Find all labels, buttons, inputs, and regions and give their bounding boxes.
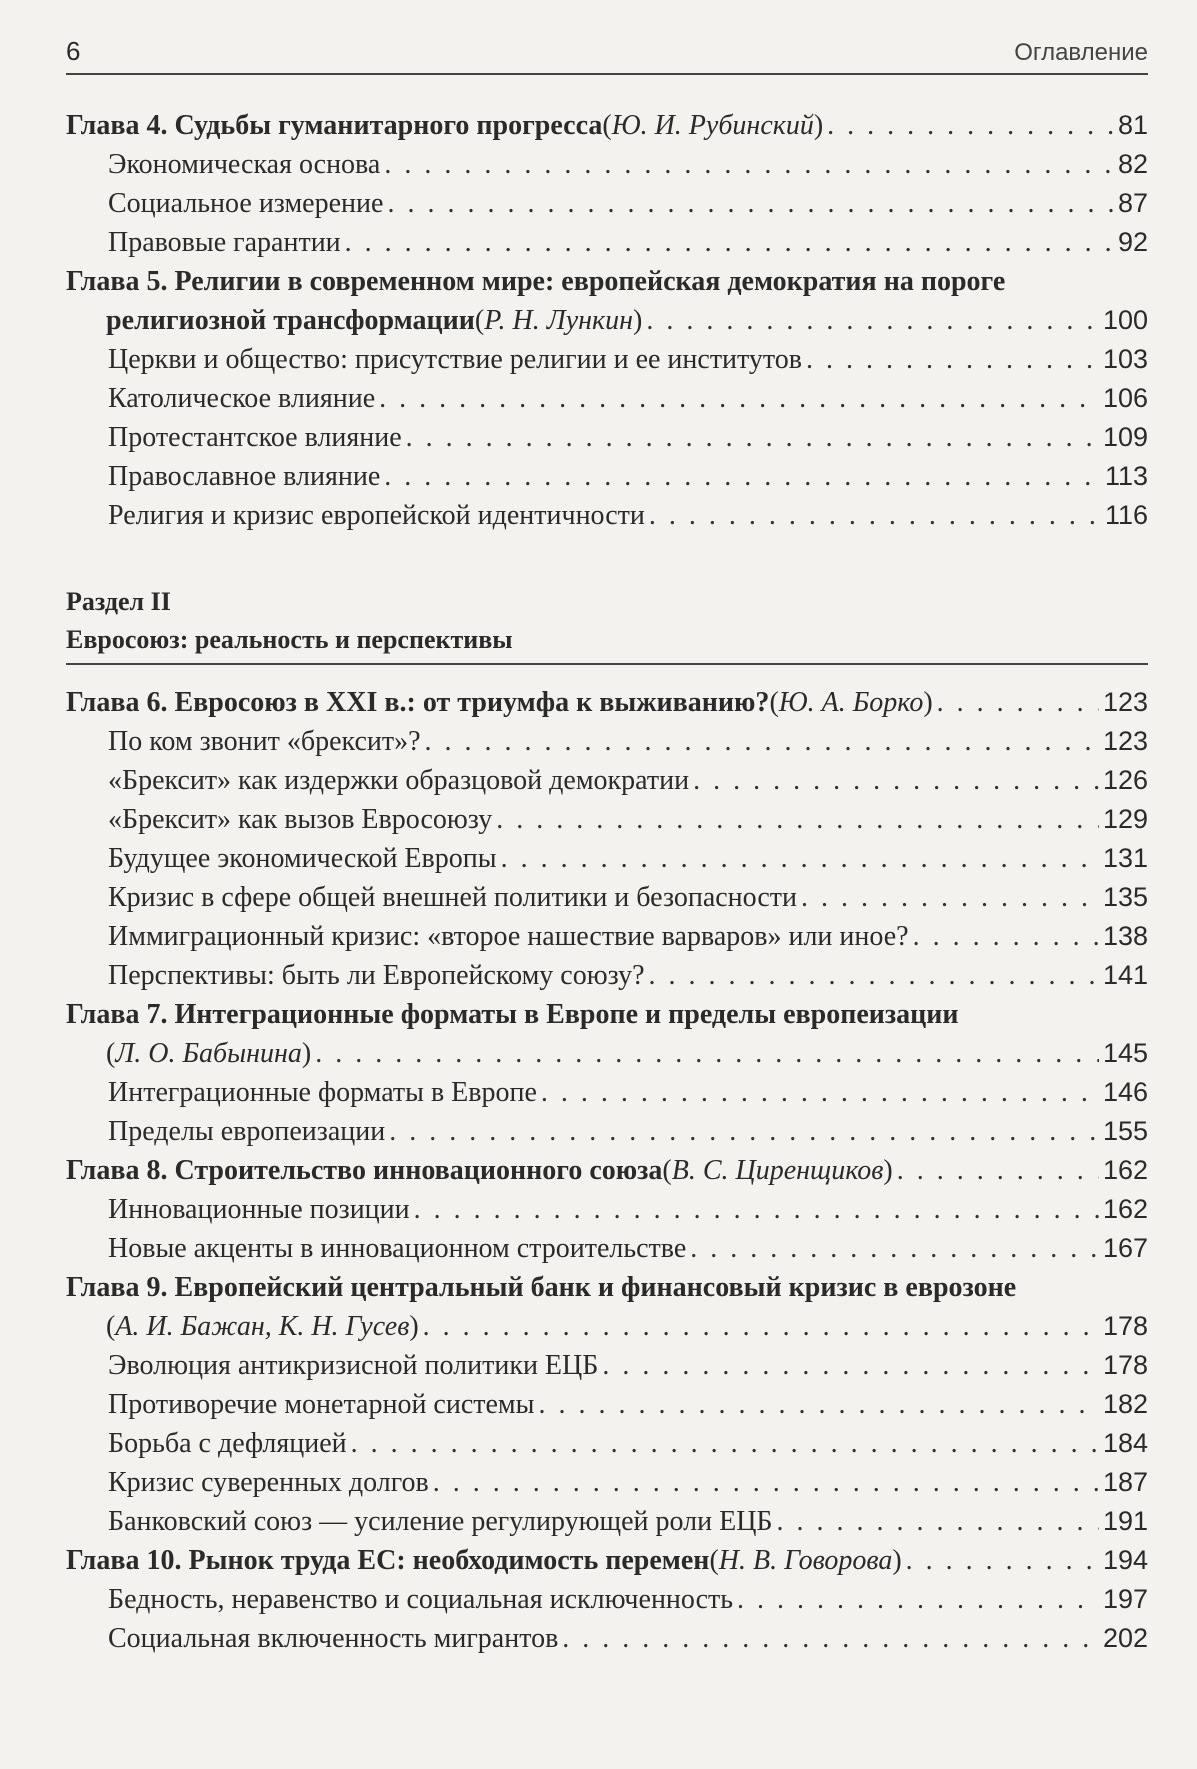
author-name: Ю. И. Рубинский — [611, 110, 814, 141]
entry-title: Глава 6. Евросоюз в XXI в.: от триумфа к выживанию? — [66, 687, 770, 718]
page-ref: 113 — [1104, 461, 1148, 491]
author-name: Р. Н. Лункин — [484, 305, 633, 336]
entry-title: Социальное измерение — [108, 188, 384, 219]
toc-chapter-cont — [66, 1034, 1148, 1073]
toc-subentry — [66, 223, 1148, 262]
entry-title: Новые акценты в инновационном строительстве — [108, 1233, 687, 1264]
page-ref: 87 — [1117, 188, 1148, 218]
entry-title: Инновационные позиции — [108, 1194, 410, 1225]
toc-subentry — [66, 917, 1148, 956]
author-name: Н. В. Говорова — [718, 1545, 893, 1576]
page-ref: 138 — [1102, 921, 1148, 951]
entry-title: Правовые гарантии — [108, 227, 341, 258]
paren-close: ) — [301, 1038, 312, 1069]
dot-leader — [345, 223, 1114, 262]
entry-title: Пределы европеизации — [108, 1116, 386, 1147]
dot-leader — [801, 878, 1099, 917]
entry-title: Противоречие монетарной системы — [108, 1389, 535, 1420]
page-ref: 178 — [1102, 1311, 1148, 1341]
running-title: Оглавление — [1014, 39, 1148, 66]
dot-leader — [690, 1229, 1099, 1268]
section-title: Евросоюз: реальность и перспективы — [66, 625, 513, 654]
toc-subentry — [66, 1073, 1148, 1112]
page-ref: 82 — [1117, 149, 1148, 179]
paren-open: ( — [709, 1545, 719, 1576]
entry-title: Будущее экономической Европы — [108, 843, 497, 874]
page-ref: 123 — [1102, 687, 1148, 717]
dot-leader — [538, 1385, 1098, 1424]
toc-subentry — [66, 1112, 1148, 1151]
toc-subentry — [66, 1619, 1148, 1658]
entry-title: Экономическая основа — [108, 149, 381, 180]
toc-subentry — [66, 496, 1148, 535]
dot-leader — [906, 1541, 1099, 1580]
toc-chapter-cont — [66, 1307, 1148, 1346]
dot-leader — [937, 683, 1099, 722]
entry-title-cont: религиозной трансформации — [106, 305, 475, 336]
author-name: Л. О. Бабынина — [115, 1038, 302, 1069]
author-group — [475, 301, 642, 340]
page-ref: 162 — [1102, 1194, 1148, 1224]
paren-open: ( — [602, 110, 612, 141]
toc-subentry — [66, 457, 1148, 496]
entry-title: Протестантское влияние — [108, 422, 402, 453]
entry-title: Глава 8. Строительство инновационного союза — [66, 1155, 663, 1186]
page-ref: 81 — [1117, 110, 1148, 140]
section-divider — [66, 663, 1148, 665]
toc-chapter — [66, 995, 1148, 1034]
toc-subentry — [66, 145, 1148, 184]
paren-open: ( — [769, 687, 779, 718]
entry-title: Интеграционные форматы в Европе — [108, 1077, 537, 1108]
page-ref: 146 — [1102, 1077, 1148, 1107]
toc-subentry — [66, 1190, 1148, 1229]
entry-title: Религия и кризис европейской идентичности — [108, 500, 645, 531]
toc-subentry — [66, 1580, 1148, 1619]
entry-title: Глава 9. Европейский центральный банк и финансовый кризис в еврозоне — [66, 1272, 1017, 1303]
entry-title: Эволюция антикризисной политики ЕЦБ — [108, 1350, 599, 1381]
paren-open: ( — [662, 1155, 672, 1186]
toc-subentry — [66, 722, 1148, 761]
dot-leader — [693, 761, 1099, 800]
entry-title: Глава 7. Интеграционные форматы в Европе и пределы европеизации — [66, 999, 959, 1030]
section-label: Раздел II — [66, 587, 171, 616]
author-group — [709, 1541, 901, 1580]
entry-title: Банковский союз — усиление регулирующей роли ЕЦБ — [108, 1506, 773, 1537]
page-ref: 129 — [1102, 804, 1148, 834]
table-of-contents — [66, 106, 1148, 1658]
dot-leader — [423, 1307, 1099, 1346]
page-ref: 135 — [1102, 882, 1148, 912]
dot-leader — [649, 956, 1099, 995]
page-ref: 131 — [1102, 843, 1148, 873]
author-group — [769, 683, 932, 722]
page-number: 6 — [66, 36, 81, 66]
author-name: В. С. Циренщиков — [671, 1155, 884, 1186]
toc-subentry — [66, 956, 1148, 995]
entry-title: Католическое влияние — [108, 383, 376, 414]
dot-leader — [501, 839, 1099, 878]
toc-subentry — [66, 1424, 1148, 1463]
paren-close: ) — [409, 1311, 419, 1342]
entry-title: Кризис в сфере общей внешней политики и безопасности — [108, 882, 798, 913]
entry-title: Социальная включенность мигрантов — [108, 1623, 559, 1654]
toc-subentry — [66, 1385, 1148, 1424]
entry-title: Перспективы: быть ли Европейскому союзу? — [108, 960, 645, 991]
entry-title: Православное влияние — [108, 461, 381, 492]
page-ref: 145 — [1102, 1038, 1148, 1068]
page-ref: 202 — [1102, 1623, 1148, 1653]
paren-close: ) — [883, 1155, 893, 1186]
page-ref: 109 — [1102, 422, 1148, 452]
toc-subentry — [66, 340, 1148, 379]
toc-subentry — [66, 1502, 1148, 1541]
entry-title: Глава 10. Рынок труда ЕС: необходимость перемен — [66, 1545, 710, 1576]
page-ref: 103 — [1102, 344, 1148, 374]
dot-leader — [351, 1424, 1099, 1463]
toc-subentry — [66, 800, 1148, 839]
page-ref: 182 — [1102, 1389, 1148, 1419]
paren-open: ( — [474, 305, 485, 336]
page-ref: 92 — [1117, 227, 1148, 257]
paren-close: ) — [633, 305, 643, 336]
toc-subentry — [66, 839, 1148, 878]
paren-open: ( — [106, 1311, 116, 1342]
toc-chapter — [66, 106, 1148, 145]
entry-title: Борьба с дефляцией — [108, 1428, 347, 1459]
dot-leader — [827, 106, 1114, 145]
paren-open: ( — [106, 1038, 116, 1069]
dot-leader — [433, 1463, 1099, 1502]
author-group — [602, 106, 823, 145]
page-ref: 106 — [1102, 383, 1148, 413]
page-ref: 194 — [1102, 1545, 1148, 1575]
toc-subentry — [66, 761, 1148, 800]
dot-leader — [649, 496, 1101, 535]
toc-subentry — [66, 1463, 1148, 1502]
entry-title: «Брексит» как вызов Евросоюзу — [108, 804, 493, 835]
dot-leader — [387, 184, 1114, 223]
dot-leader — [406, 418, 1099, 457]
page-ref: 162 — [1102, 1155, 1148, 1185]
page-ref: 167 — [1102, 1233, 1148, 1263]
page-ref: 116 — [1104, 500, 1148, 530]
entry-title: Иммиграционный кризис: «второе нашествие варваров» или иное? — [108, 921, 909, 952]
toc-subentry — [66, 1229, 1148, 1268]
page-ref: 155 — [1102, 1116, 1148, 1146]
toc-subentry — [66, 379, 1148, 418]
toc-part-2 — [66, 683, 1148, 1658]
dot-leader — [777, 1502, 1099, 1541]
section-heading — [66, 583, 1148, 665]
dot-leader — [737, 1580, 1099, 1619]
dot-leader — [806, 340, 1099, 379]
page-ref: 184 — [1102, 1428, 1148, 1458]
toc-chapter — [66, 1268, 1148, 1307]
toc-subentry — [66, 184, 1148, 223]
paren-close: ) — [923, 687, 933, 718]
entry-title: Кризис суверенных долгов — [108, 1467, 429, 1498]
author-group — [106, 1034, 311, 1073]
dot-leader — [541, 1073, 1099, 1112]
dot-leader — [602, 1346, 1099, 1385]
page-ref: 126 — [1102, 765, 1148, 795]
dot-leader — [562, 1619, 1099, 1658]
author-group — [106, 1307, 419, 1346]
dot-leader — [414, 1190, 1099, 1229]
toc-chapter — [66, 1151, 1148, 1190]
entry-title: По ком звонит «брексит»? — [108, 726, 421, 757]
dot-leader — [379, 379, 1099, 418]
entry-title: Глава 5. Религии в современном мире: европейская демократия на пороге — [66, 266, 1006, 297]
dot-leader — [315, 1034, 1099, 1073]
entry-title: «Брексит» как издержки образцовой демократии — [108, 765, 690, 796]
dot-leader — [496, 800, 1099, 839]
dot-leader — [384, 145, 1114, 184]
page-ref: 197 — [1102, 1584, 1148, 1614]
page-ref: 123 — [1102, 726, 1148, 756]
page-ref: 178 — [1102, 1350, 1148, 1380]
page-ref: 100 — [1102, 305, 1148, 335]
entry-title: Церкви и общество: присутствие религии и ее институтов — [108, 344, 802, 375]
toc-chapter — [66, 1541, 1148, 1580]
entry-title: Глава 4. Судьбы гуманитарного прогресса — [66, 110, 603, 141]
running-head — [66, 36, 1148, 75]
toc-chapter — [66, 262, 1148, 301]
dot-leader — [897, 1151, 1099, 1190]
dot-leader — [913, 917, 1099, 956]
entry-title: Бедность, неравенство и социальная исключенность — [108, 1584, 734, 1615]
author-name: Ю. А. Борко — [778, 687, 924, 718]
toc-chapter — [66, 683, 1148, 722]
dot-leader — [646, 301, 1099, 340]
paren-close: ) — [813, 110, 824, 141]
dot-leader — [425, 722, 1099, 761]
toc-subentry — [66, 878, 1148, 917]
page-ref: 191 — [1102, 1506, 1148, 1536]
page-ref: 141 — [1102, 960, 1148, 990]
author-name: А. И. Бажан, К. Н. Гусев — [115, 1311, 410, 1342]
author-group — [662, 1151, 892, 1190]
dot-leader — [384, 457, 1101, 496]
paren-close: ) — [892, 1545, 902, 1576]
toc-subentry — [66, 418, 1148, 457]
page-ref: 187 — [1102, 1467, 1148, 1497]
toc-chapter-cont — [66, 301, 1148, 340]
toc-subentry — [66, 1346, 1148, 1385]
dot-leader — [389, 1112, 1099, 1151]
toc-part-1 — [66, 106, 1148, 535]
